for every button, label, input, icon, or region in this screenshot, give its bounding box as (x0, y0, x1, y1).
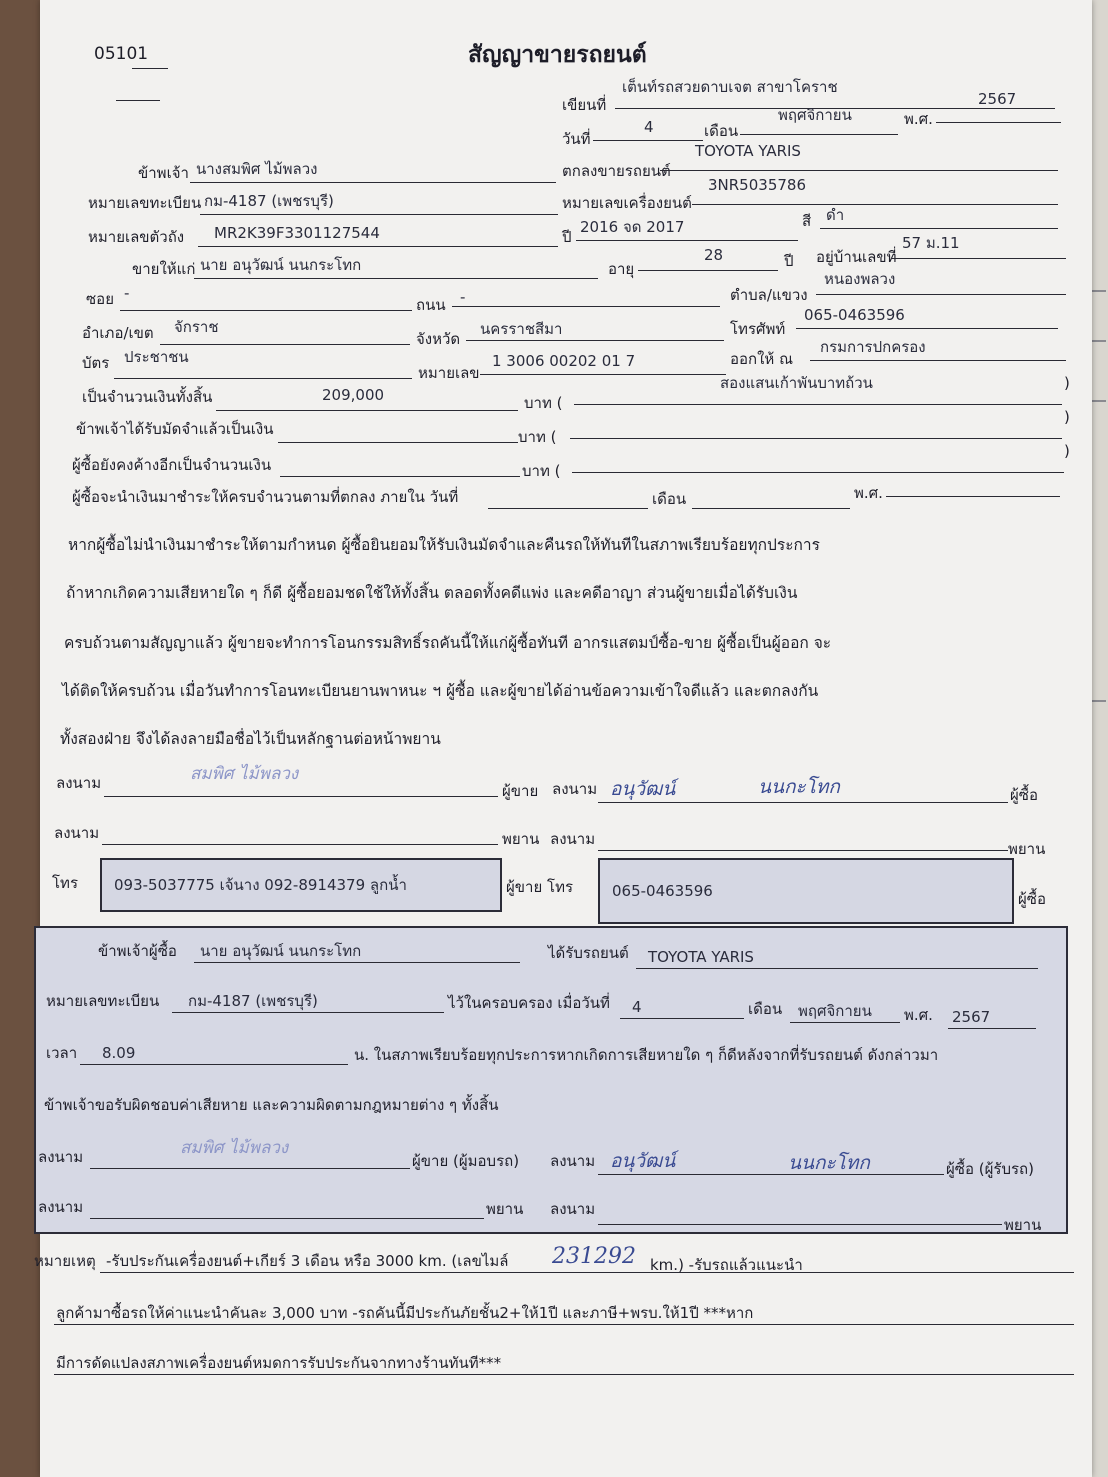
soi-value: - (124, 284, 130, 302)
underline (886, 496, 1060, 497)
underline (598, 850, 1008, 851)
underline (172, 1012, 444, 1013)
receipt-seller-signature: สมพิศ ไม้พลวง (180, 1138, 289, 1158)
total-amount: 209,000 (322, 386, 385, 404)
buyer-role: ผู้ซื้อ (1018, 890, 1046, 908)
baht-open-label: บาท ( (524, 394, 563, 412)
issued-by-value: กรมการปกครอง (820, 338, 926, 356)
underline (466, 340, 724, 341)
underline (90, 1218, 484, 1219)
underline (200, 214, 558, 215)
remarks-line: ลูกค้ามาซื้อรถให้ค่าแนะนำคันละ 3,000 บาท -รถคันนี้มีประกันภัยชั้น2+ให้1ปี และภาษี+พรบ.ให้1ปี ***หาก (56, 1304, 754, 1322)
background-mark (1090, 700, 1106, 702)
receipt-box (34, 926, 1068, 1234)
underline (102, 844, 498, 845)
underline (132, 68, 168, 69)
district-value: จักราช (174, 318, 219, 336)
receipt-month-label: เดือน (748, 1000, 783, 1018)
sign-label: ลงนาม (54, 824, 100, 842)
district-label: อำเภอ/เขต (82, 324, 154, 342)
contract-title: สัญญาขายรถยนต์ (468, 42, 647, 68)
underline (638, 270, 778, 271)
engine-label: หมายเลขเครื่องยนต์ (562, 194, 692, 212)
underline (54, 1374, 1074, 1375)
car-model: TOYOTA YARIS (695, 142, 801, 160)
underline (116, 100, 160, 101)
province-value: นครราชสีมา (480, 320, 563, 338)
underline (280, 476, 520, 477)
seller-phones: 093-5037775 เจ้นาง 092-8914379 ลูกน้ำ (114, 876, 407, 894)
chassis-number: MR2K39F3301127544 (214, 224, 380, 242)
phone-value: 065-0463596 (804, 306, 905, 324)
written-at-value: เต็นท์รถสวยดาบเจต สาขาโคราช (622, 78, 838, 96)
soi-label: ซอย (86, 290, 114, 308)
road-value: - (460, 288, 466, 306)
background-mark (1090, 290, 1106, 292)
underline (692, 508, 850, 509)
card-number: 1 3006 00202 01 7 (492, 352, 636, 370)
date-label: วันที่ (562, 130, 591, 148)
document-number: 05101 (94, 44, 149, 64)
receipt-buyer-label: ข้าพเจ้าผู้ซื้อ (98, 942, 177, 960)
car-year-label: ปี (562, 228, 572, 246)
year-label: พ.ศ. (904, 110, 933, 128)
receipt-time: 8.09 (102, 1044, 136, 1062)
witness-role: พยาน (502, 830, 540, 848)
witness-role: พยาน (1004, 1216, 1042, 1234)
buyer-role: ผู้ซื้อ (1010, 786, 1038, 804)
seller-role: ผู้ขาย (502, 782, 539, 800)
receipt-year: 2567 (952, 1008, 991, 1026)
underline (816, 294, 1066, 295)
color-label: สี (802, 212, 812, 230)
underline (160, 344, 410, 345)
underline (692, 204, 1058, 205)
agree-label: ตกลงขายรถยนต์ (562, 162, 671, 180)
due-year-label: พ.ศ. (854, 484, 883, 502)
receipt-day: 4 (632, 998, 642, 1016)
underline (636, 968, 1038, 969)
phone-label: โทรศัพท์ (730, 320, 786, 338)
remaining-label: ผู้ซื้อยังคงค้างอีกเป็นจำนวนเงิน (72, 456, 272, 474)
underline (572, 472, 1064, 473)
receipt-seller-role: ผู้ขาย (ผู้มอบรถ) (412, 1152, 520, 1170)
province-label: จังหวัด (416, 330, 461, 348)
day-value: 4 (644, 118, 654, 136)
underline (576, 240, 798, 241)
remarks-line: km.) -รับรถแล้วแนะนำ (650, 1256, 803, 1274)
receipt-year-label: พ.ศ. (904, 1006, 933, 1024)
underline (598, 1224, 1002, 1225)
close-paren: ) (1064, 442, 1070, 460)
underline (54, 1324, 1074, 1325)
underline (570, 438, 1062, 439)
underline (100, 1272, 1074, 1273)
condition-text: น. ในสภาพเรียบร้อยทุกประการหากเกิดการเสียหายใด ๆ ก็ดีหลังจากที่รับรถยนต์ ดังกล่าวมา (354, 1046, 939, 1064)
underline (80, 1064, 348, 1065)
sign-label: ลงนาม (550, 1200, 596, 1218)
receipt-car-model: TOYOTA YARIS (648, 948, 754, 966)
sell-to-label: ขายให้แก่ (132, 260, 196, 278)
underline (216, 410, 518, 411)
seller-phone-box (100, 858, 502, 912)
written-at-label: เขียนที่ (562, 96, 607, 114)
phone-label: โทร (52, 874, 79, 892)
underline (598, 1174, 944, 1175)
underline (488, 508, 648, 509)
due-month-label: เดือน (652, 490, 687, 508)
remarks-line: มีการดัดแปลงสภาพเครื่องยนต์หมดการรับประกันจากทางร้านทันที*** (56, 1354, 502, 1372)
receipt-buyer-signature-first: อนุวัฒน์ (610, 1150, 676, 1172)
seller-name: นางสมพิศ ไม้พลวง (196, 160, 318, 178)
background-mark (1090, 400, 1106, 402)
underline (810, 360, 1066, 361)
baht-open-label: บาท ( (518, 428, 557, 446)
card-number-label: หมายเลข (418, 364, 480, 382)
terms-line: ได้ติดให้ครบถ้วน เมื่อวันทำการโอนทะเบียนยานพาหนะ ฯ ผู้ซื้อ และผู้ขายได้อ่านข้อความเข้าใจดีแล้ว และตกลงกัน (62, 682, 819, 700)
chassis-label: หมายเลขตัวถัง (88, 228, 185, 246)
receipt-plate-label: หมายเลขทะเบียน (46, 992, 160, 1010)
seller-i-label: ข้าพเจ้า (138, 164, 189, 182)
seller-signature: สมพิศ ไม้พลวง (190, 764, 299, 784)
terms-line: ถ้าหากเกิดความเสียหายใด ๆ ก็ดี ผู้ซื้อยอมชดใช้ให้ทั้งสิ้น ตลอดทั้งคดีแพ่ง และคดีอาญา ส่วนผู้ขายเมื่อได้รับเงิน (66, 584, 798, 602)
underline (790, 1022, 900, 1023)
underline (278, 442, 518, 443)
witness-role: พยาน (486, 1200, 524, 1218)
address-value: 57 ม.11 (902, 234, 960, 252)
card-type: ประชาชน (124, 348, 189, 366)
receipt-buyer-signature-last: นนกะโทก (788, 1152, 870, 1174)
address-label: อยู่บ้านเลขที่ (816, 248, 897, 266)
sign-label: ลงนาม (56, 774, 102, 792)
plate-value: กม-4187 (เพชรบุรี) (204, 192, 334, 210)
possession-label: ไว้ในครอบครอง เมื่อวันที่ (448, 994, 610, 1012)
car-year-value: 2016 จด 2017 (580, 218, 685, 236)
underline (120, 310, 412, 311)
underline (574, 404, 1062, 405)
underline (190, 182, 556, 183)
engine-number: 3NR5035786 (708, 176, 806, 194)
buyer-phone-box (598, 858, 1014, 924)
sign-label: ลงนาม (38, 1148, 84, 1166)
road-label: ถนน (416, 296, 446, 314)
buyer-signature-first: อนุวัฒน์ (610, 778, 676, 800)
received-label: ได้รับรถยนต์ (548, 944, 629, 962)
sign-label: ลงนาม (550, 1152, 596, 1170)
issued-by-label: ออกให้ ณ (730, 350, 793, 368)
seller-phone-label: ผู้ขาย โทร (506, 878, 574, 896)
contract-paper (34, 0, 1092, 1477)
underline (598, 802, 1008, 803)
receipt-buyer-name: นาย อนุวัฒน์ นนกระโทก (200, 942, 362, 960)
close-paren: ) (1064, 408, 1070, 426)
underline (480, 374, 726, 375)
mileage-value: 231292 (552, 1244, 636, 1269)
underline (198, 246, 558, 247)
receipt-month: พฤศจิกายน (798, 1002, 872, 1020)
baht-open-label: บาท ( (522, 462, 561, 480)
buyer-phone: 065-0463596 (612, 882, 713, 900)
terms-line: หากผู้ซื้อไม่นำเงินมาชำระให้ตามกำหนด ผู้ซื้อยินยอมให้รับเงินมัดจำและคืนรถให้ทันทีในสภาพเรียบร้อยทุกประการ (68, 536, 820, 554)
time-label: เวลา (46, 1044, 78, 1062)
underline (948, 1028, 1036, 1029)
age-unit: ปี (784, 252, 794, 270)
total-in-words: สองแสนเก้าพันบาทถ้วน (720, 374, 873, 392)
underline (452, 306, 720, 307)
month-label: เดือน (704, 122, 739, 140)
background-mark (1090, 340, 1106, 342)
sign-label: ลงนาม (38, 1198, 84, 1216)
underline (114, 378, 412, 379)
color-value: ดำ (826, 206, 845, 224)
terms-line: ทั้งสองฝ่าย จึงได้ลงลายมือชื่อไว้เป็นหลักฐานต่อหน้าพยาน (60, 730, 441, 748)
underline (820, 228, 1058, 229)
year-value: 2567 (978, 90, 1017, 108)
age-label: อายุ (608, 260, 635, 278)
due-label: ผู้ซื้อจะนำเงินมาชำระให้ครบจำนวนตามที่ตกลง ภายใน วันที่ (72, 488, 459, 506)
buyer-signature-last: นนกะโทก (758, 776, 840, 798)
underline (90, 1168, 410, 1169)
buyer-name: นาย อนุวัฒน์ นนกระโทก (200, 256, 362, 274)
terms-line: ครบถ้วนตามสัญญาแล้ว ผู้ขายจะทำการโอนกรรมสิทธิ์รถคันนี้ให้แก่ผู้ซื้อทันที อากรแสตมป์ซื้อ-ขาย ผู้ซื้อเป็นผู้ออก จะ (64, 634, 832, 652)
underline (620, 1018, 744, 1019)
close-paren: ) (1064, 374, 1070, 392)
underline (892, 258, 1066, 259)
month-value: พฤศจิกายน (778, 106, 852, 124)
underline (740, 134, 898, 135)
receipt-plate: กม-4187 (เพชรบุรี) (188, 992, 318, 1010)
subdistrict-value: หนองพลวง (824, 270, 896, 288)
underline (936, 122, 1061, 123)
underline (194, 278, 598, 279)
subdistrict-label: ตำบล/แขวง (730, 286, 808, 304)
deposit-label: ข้าพเจ้าได้รับมัดจำแล้วเป็นเงิน (76, 420, 274, 438)
responsibility-text: ข้าพเจ้าขอรับผิดชอบค่าเสียหาย และความผิดตามกฎหมายต่าง ๆ ทั้งสิ้น (44, 1096, 499, 1114)
remarks-line: -รับประกันเครื่องยนต์+เกียร์ 3 เดือน หรือ 3000 km. (เลขไมล์ (106, 1252, 509, 1270)
underline (593, 140, 703, 141)
sign-label: ลงนาม (552, 780, 598, 798)
card-label: บัตร (82, 354, 110, 372)
sign-label: ลงนาม (550, 830, 596, 848)
underline (194, 962, 520, 963)
age-value: 28 (704, 246, 724, 264)
remarks-label: หมายเหตุ (34, 1252, 96, 1270)
underline (796, 328, 1058, 329)
receipt-buyer-role: ผู้ซื้อ (ผู้รับรถ) (946, 1160, 1034, 1178)
underline (104, 796, 498, 797)
plate-label: หมายเลขทะเบียน (88, 194, 202, 212)
witness-role: พยาน (1008, 840, 1046, 858)
underline (660, 170, 1058, 171)
total-label: เป็นจำนวนเงินทั้งสิ้น (82, 388, 213, 406)
